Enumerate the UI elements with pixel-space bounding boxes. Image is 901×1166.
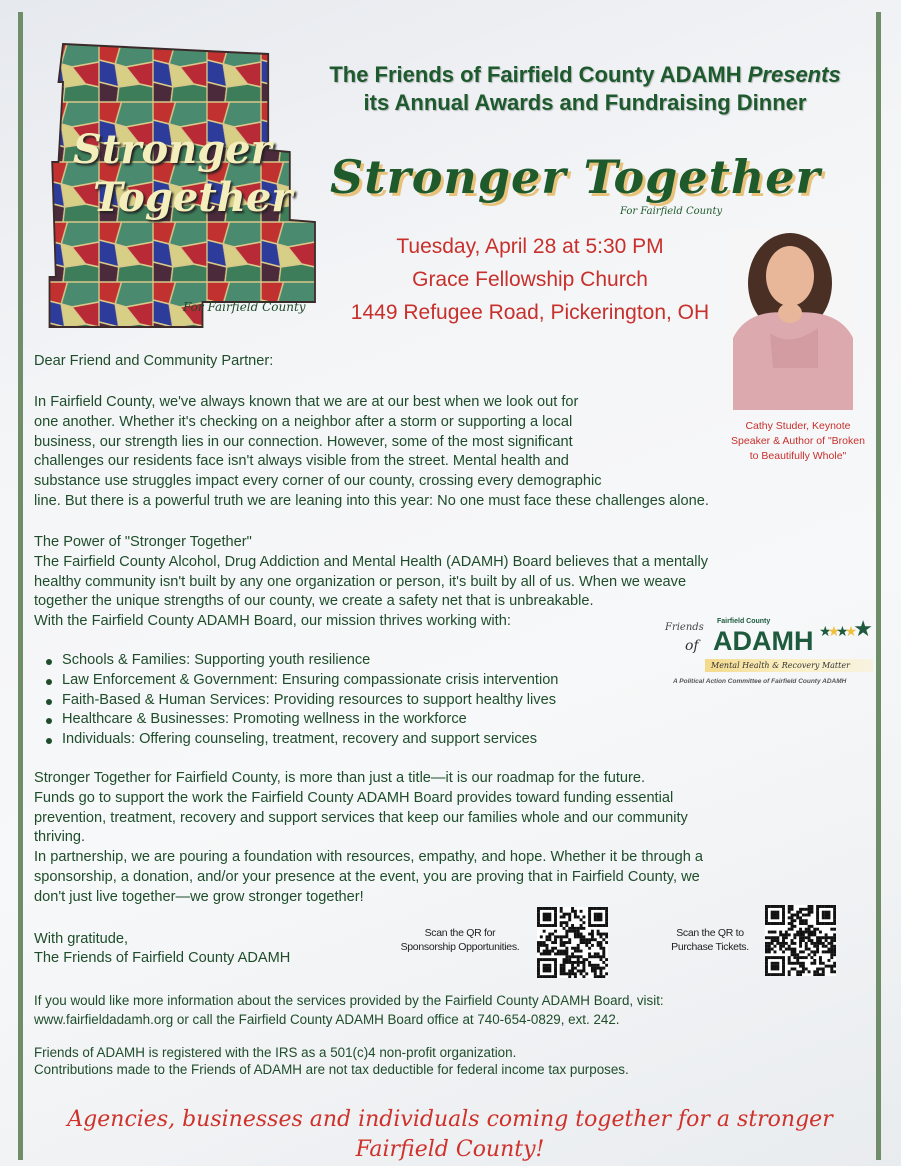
text-line: sponsorship, a donation, and/or your presence at the event, you are proving that in Fairfield County, we xyxy=(34,868,700,885)
header-line-2: its Annual Awards and Fundraising Dinner xyxy=(363,90,807,115)
logo-tagline: For Fairfield County xyxy=(183,300,306,314)
text-line: thriving. xyxy=(34,829,86,846)
adamh-logo-county: Fairfield County xyxy=(717,618,771,625)
left-border xyxy=(18,12,23,1160)
text-line: The Fairfield County Alcohol, Drug Addiction and Mental Health (ADAMH) Board believes that a mentally xyxy=(34,553,709,570)
logo-text-stronger: Stronger xyxy=(73,126,272,173)
text-line: line. But there is a powerful truth we are leaning into this year: No one must face these challenges alone. xyxy=(34,492,709,509)
info-text xyxy=(34,991,664,1029)
text-line: Funds go to support the work the Fairfield County ADAMH Board provides toward funding essential xyxy=(34,789,674,806)
text-line: The Power of "Stronger Together" xyxy=(34,534,252,550)
text-line: Faith-Based & Human Services: Providing resources to support healthy lives xyxy=(46,691,558,711)
qr-pattern xyxy=(537,907,608,978)
letter-closing xyxy=(34,930,290,968)
text-line: substance use struggles impact every corner of our county, crossing every demographic xyxy=(34,473,602,490)
header-presents: Presents xyxy=(747,62,841,87)
caption-line: Cathy Studer, Keynote xyxy=(745,420,851,432)
letter-paragraph-3 xyxy=(34,769,703,908)
text-line: don't just live together—we grow stronger together! xyxy=(34,888,364,905)
speaker-photo xyxy=(728,228,858,410)
text-line: Scan the QR to xyxy=(676,927,744,939)
text-line: Contributions made to the Friends of ADAMH are not tax deductible for federal income tax purposes. xyxy=(34,1061,629,1077)
right-border xyxy=(876,12,881,1160)
text-line: healthy community isn't built by any one organization or person, it's built by all of us. When we weave xyxy=(34,573,687,590)
text-line: Healthcare & Businesses: Promoting wellness in the workforce xyxy=(46,710,558,730)
text-line: With gratitude, xyxy=(34,931,129,947)
speaker-portrait-image xyxy=(728,228,858,410)
qr-tickets-label xyxy=(655,926,765,954)
text-line: Stronger Together for Fairfield County, is more than just a title—it is our roadmap for the future. xyxy=(34,770,646,786)
header-presenter: The Friends of Fairfield County ADAMH xyxy=(329,62,748,87)
text-line: Individuals: Offering counseling, treatment, recovery and support services xyxy=(46,730,558,750)
speaker-caption xyxy=(728,419,868,464)
text-line: In partnership, we are pouring a foundation with resources, empathy, and hope. Whether it be through a xyxy=(34,849,704,866)
caption-line: Speaker & Author of "Broken xyxy=(731,435,865,447)
sponsorship-qr-code[interactable] xyxy=(537,907,608,978)
adamh-logo-of: of xyxy=(685,638,699,654)
text-line: prevention, treatment, recovery and support services that keep our families whole and our community xyxy=(34,809,688,826)
adamh-logo-friends: Friends xyxy=(665,622,704,633)
text-line: Purchase Tickets. xyxy=(671,941,749,953)
text-line: one another. Whether it's checking on a neighbor after a storm or supporting a local xyxy=(34,413,573,430)
text-line: Sponsorship Opportunities. xyxy=(400,941,520,953)
text-line: together the unique strengths of our county, we create a safety net that is unbreakable. xyxy=(34,593,594,610)
text-line: The Friends of Fairfield County ADAMH xyxy=(34,950,291,966)
text-line: Schools & Families: Supporting youth resilience xyxy=(46,651,558,671)
event-venue: Grace Fellowship Church xyxy=(412,268,648,291)
qr-sponsor-label xyxy=(385,926,535,954)
legal-text xyxy=(34,1045,629,1078)
adamh-logo-name: ADAMH xyxy=(713,626,814,656)
letter-paragraph-2 xyxy=(34,533,708,632)
text-line: challenges our residents face isn't always visible from the street. Mental health and xyxy=(34,453,569,470)
letter-greeting: Dear Friend and Community Partner: xyxy=(34,353,274,369)
event-title: Stronger Together xyxy=(330,150,821,204)
friends-of-adamh-logo xyxy=(665,618,875,693)
header-line-1 xyxy=(290,62,880,88)
caption-line: to Beautifully Whole" xyxy=(749,450,847,462)
adamh-stars-icon: ★★★★★ xyxy=(819,616,869,641)
logo-text-together: Together xyxy=(93,174,293,221)
text-line: In Fairfield County, we've always known that we are at our best when we look out for xyxy=(34,394,579,410)
qr-pattern xyxy=(765,905,836,976)
adamh-logo-motto: Mental Health & Recovery Matter xyxy=(705,659,873,672)
event-date: Tuesday, April 28 at 5:30 PM xyxy=(396,235,664,258)
text-line: business, our strength lies in our connection. However, some of the most significant xyxy=(34,433,573,450)
tickets-qr-code[interactable] xyxy=(765,905,836,976)
text-line: Scan the QR for xyxy=(424,927,496,939)
event-address: 1449 Refugee Road, Pickerington, OH xyxy=(350,301,710,324)
text-line: Law Enforcement & Government: Ensuring compassionate crisis intervention xyxy=(46,671,558,691)
text-line: If you would like more information about the services provided by the Fairfield County ADAMH Board, visit: xyxy=(34,993,664,1008)
footer-tagline: Agencies, businesses and individuals coming together for a stronger Fairfield County! xyxy=(67,1107,833,1162)
adamh-logo-pac: A Political Action Committee of Fairfield County ADAMH xyxy=(673,678,847,685)
stronger-together-logo xyxy=(45,42,320,332)
letter-paragraph-1 xyxy=(34,393,709,512)
event-subtitle: For Fairfield County xyxy=(620,206,723,217)
text-line: Friends of ADAMH is registered with the IRS as a 501(c)4 non-profit organization. xyxy=(34,1045,517,1060)
text-line: www.fairfieldadamh.org or call the Fairfield County ADAMH Board office at 740-654-0829, ext. 242. xyxy=(34,1012,620,1027)
mission-bullet-list xyxy=(46,651,558,750)
text-line: With the Fairfield County ADAMH Board, our mission thrives working with: xyxy=(34,613,511,630)
